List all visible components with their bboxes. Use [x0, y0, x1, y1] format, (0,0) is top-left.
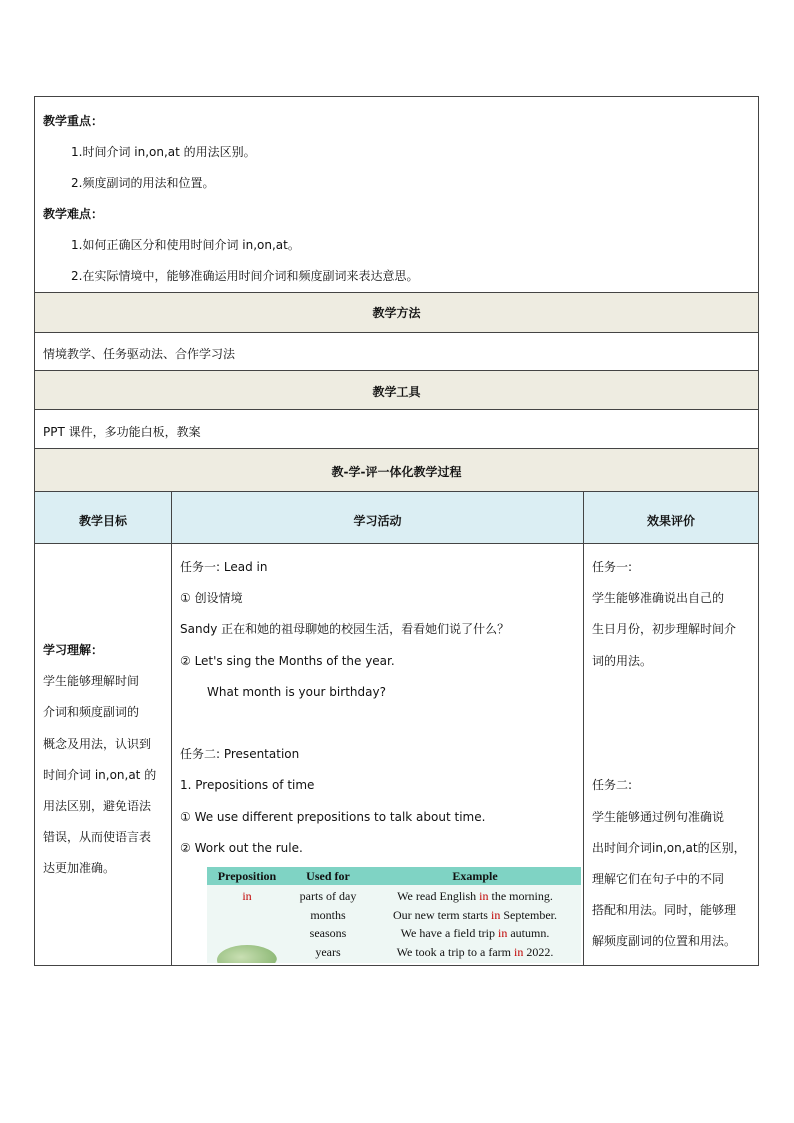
- focus-item-1: 1.时间介词 in,on,at 的用法区别。: [71, 145, 256, 159]
- task2-step1: ① We use different prepositions to talk about time.: [180, 810, 486, 824]
- used-for-2: months: [310, 907, 346, 922]
- focus-item-2: 2.频度副词的用法和位置。: [71, 176, 215, 190]
- difficulty-item-1: 1.如何正确区分和使用时间介词 in,on,at。: [71, 238, 300, 252]
- task1-step1-text: Sandy 正在和她的祖母聊她的校园生活，看看她们说了什么？: [180, 622, 510, 636]
- methods-content: 情境教学、任务驱动法、合作学习法: [43, 347, 236, 361]
- lesson-plan-table: [34, 96, 759, 966]
- eval-task2-line-5: 解频度副词的位置和用法。: [592, 934, 737, 948]
- example-4: We took a trip to a farm in 2022.: [396, 944, 554, 959]
- col-header-activity: 学习活动: [353, 514, 402, 528]
- eval-task1-label: 任务一:: [592, 560, 633, 574]
- difficulty-item-2: 2.在实际情境中，能够准确运用时间介词和频度副词来表达意思。: [71, 269, 419, 283]
- goal-label: 学习理解：: [43, 643, 104, 657]
- difficulty-heading: 教学难点：: [43, 207, 104, 221]
- task2-title: 任务二: Presentation: [180, 747, 300, 761]
- tools-content: PPT 课件，多功能白板，教案: [43, 425, 201, 439]
- used-for-4: years: [315, 944, 341, 959]
- example-1: We read English in the morning.: [397, 889, 553, 903]
- task2-step2: ② Work out the rule.: [180, 841, 303, 855]
- used-for-3: seasons: [309, 926, 347, 940]
- eval-task2-line-4: 搭配和用法。同时，能够理: [592, 903, 737, 917]
- prep-in: in: [242, 889, 252, 903]
- methods-heading: 教学方法: [372, 306, 421, 320]
- col-header-goal: 教学目标: [78, 514, 127, 528]
- prep-header-used-for: Used for: [306, 869, 350, 883]
- task1-step2: ② Let's sing the Months of the year.: [180, 654, 395, 668]
- goal-line-4: 时间介词 in,on,at 的: [43, 768, 157, 782]
- goal-line-3: 概念及用法，认识到: [43, 737, 152, 751]
- process-heading: 教-学-评一体化教学过程: [331, 465, 462, 479]
- task2-subtitle: 1. Prepositions of time: [180, 778, 315, 792]
- task1-title: 任务一: Lead in: [180, 560, 268, 574]
- col-header-evaluation: 效果评价: [646, 514, 695, 528]
- example-2: Our new term starts in September.: [393, 907, 557, 922]
- prep-header-preposition: Preposition: [217, 869, 277, 883]
- goal-line-6: 错误，从而使语言表: [43, 830, 152, 844]
- tools-heading: 教学工具: [372, 385, 421, 399]
- eval-task2-line-3: 理解它们在句子中的不同: [592, 872, 725, 886]
- eval-task1-line-1: 学生能够准确说出自己的: [592, 591, 725, 605]
- goal-line-2: 介词和频度副词的: [43, 705, 140, 719]
- preposition-table: [207, 867, 581, 963]
- focus-heading: 教学重点：: [43, 114, 104, 128]
- task1-step1: ① 创设情境: [180, 591, 243, 605]
- eval-task2-line-2: 出时间介词in,on,at的区别，: [592, 841, 746, 855]
- goal-line-7: 达更加准确。: [43, 861, 116, 875]
- eval-task1-line-3: 词的用法。: [592, 654, 653, 668]
- eval-task1-line-2: 生日月份，初步理解时间介: [592, 622, 737, 636]
- example-3: We have a field trip in autumn.: [400, 926, 550, 940]
- goal-line-1: 学生能够理解时间: [43, 674, 140, 688]
- eval-task2-label: 任务二:: [592, 778, 633, 792]
- eval-task2-line-1: 学生能够通过例句准确说: [592, 810, 725, 824]
- used-for-1: parts of day: [299, 889, 357, 903]
- leaf-decoration: [217, 945, 277, 963]
- prep-header-example: Example: [452, 869, 498, 883]
- task1-step2-question: What month is your birthday?: [207, 685, 386, 699]
- goal-line-5: 用法区别，避免语法: [43, 799, 152, 813]
